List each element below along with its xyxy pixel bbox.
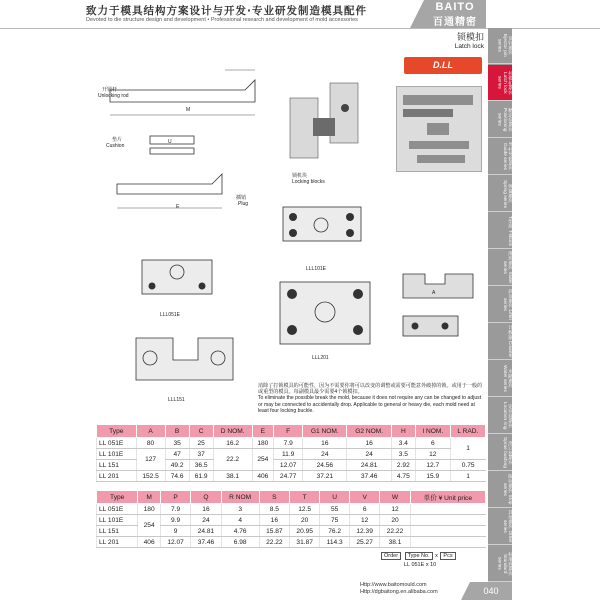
company-slogan-cn: 致力于模具结构方案设计与开发·专业研发制造模具配件	[86, 5, 367, 17]
table-header-cell: E	[252, 425, 274, 438]
table-cell: 75	[320, 515, 350, 526]
table-cell	[410, 504, 485, 515]
table-cell: 74.6	[165, 471, 189, 482]
table-cell: 12.39	[349, 526, 379, 537]
table-header-cell: H	[391, 425, 415, 438]
order-label: Order	[381, 552, 401, 560]
table-header-cell: B	[165, 425, 189, 438]
footer-links	[360, 582, 438, 596]
table-header-cell: I NOM.	[415, 425, 450, 438]
table-cell: 15.87	[259, 526, 289, 537]
table-cell: LL 201	[97, 471, 137, 482]
table-cell: 406	[138, 537, 161, 548]
page-header	[0, 0, 600, 29]
table-cell: 12	[349, 515, 379, 526]
table-header-cell: R NOM	[221, 491, 259, 504]
table-cell: 24.77	[274, 471, 303, 482]
sidebar-item[interactable]: 浇口套系列 Sprue bushing	[488, 435, 512, 471]
table-cell: 16.2	[213, 438, 252, 449]
order-x: x	[435, 553, 438, 559]
table-cell: 254	[252, 449, 274, 471]
table-cell: 6.98	[221, 537, 259, 548]
dim-label-m: M	[186, 107, 191, 113]
table-cell: 47	[165, 449, 189, 460]
table-cell: 12.07	[274, 460, 303, 471]
table-cell: 180	[138, 504, 161, 515]
dim-label-a: A	[432, 290, 436, 296]
notes-en: To eliminate the possible break the mold, because it does not require any can be changed to adjust or may be connected to accidentally drop. Applicable to general or heavy die, each mold need at least four locking buckle.	[258, 395, 482, 414]
cushion-drawing	[148, 128, 198, 158]
dim-label-e: E	[176, 204, 180, 210]
table-cell: 4.75	[391, 471, 415, 482]
sidebar-item[interactable]: 精定位系列 Positioning series	[488, 102, 512, 138]
table-cell: 61.9	[189, 471, 213, 482]
table-cell: LL 051E	[97, 504, 138, 515]
locking-blocks-label-en: Locking blocks	[292, 179, 325, 185]
table-cell: 8.5	[259, 504, 289, 515]
table-cell: LL 101E	[97, 515, 138, 526]
table-cell: 180	[252, 438, 274, 449]
table-cell: 1	[450, 438, 485, 460]
table-cell: 7.9	[274, 438, 303, 449]
sidebar-item[interactable]: 拉模扣系列 Latch lock series	[488, 65, 512, 101]
table-cell: LL 151	[97, 526, 138, 537]
title-en: Latch lock	[454, 43, 484, 50]
plug-drawing	[112, 164, 242, 219]
table-cell: 35	[165, 438, 189, 449]
table-header-cell: L RAD.	[450, 425, 485, 438]
table-cell: LL 051E	[97, 438, 137, 449]
table-header-cell: P	[160, 491, 190, 504]
sidebar-item[interactable]: 计数器 Counter	[488, 324, 512, 360]
table-row	[97, 471, 486, 482]
table-cell: 12.5	[290, 504, 320, 515]
table-header-cell: M	[138, 491, 161, 504]
lll051e-drawing	[132, 250, 222, 315]
table-cell: 15.9	[415, 471, 450, 482]
table-header-cell: W	[380, 491, 410, 504]
table-cell: LL 201	[97, 537, 138, 548]
category-sidebar	[488, 28, 512, 594]
table-cell: 4.76	[221, 526, 259, 537]
table-row	[97, 438, 486, 449]
product-notes	[258, 383, 486, 414]
table-cell: LL 101E	[97, 449, 137, 460]
table-cell: 24	[303, 449, 347, 460]
table-cell: 16	[259, 515, 289, 526]
table-cell: 6	[349, 504, 379, 515]
unlocking-rod-label-en: Unlocking rod	[98, 93, 129, 99]
table-cell: 20.95	[290, 526, 320, 537]
table-cell: 11.9	[274, 449, 303, 460]
sidebar-item[interactable]: 顶针系列 Ejector pin series	[488, 28, 512, 64]
table-cell: 16	[347, 438, 391, 449]
cushion-label-en: Cushion	[106, 143, 125, 149]
table-cell: 20	[290, 515, 320, 526]
lll051e-label: LLL051E	[160, 312, 181, 318]
table-cell: 55	[320, 504, 350, 515]
sidebar-item[interactable]: T型块 T-Block	[488, 213, 512, 249]
sidebar-item[interactable]: 斜顶系列 Lifter series	[488, 287, 512, 323]
cushion-3d-drawing	[395, 306, 485, 346]
company-slogan-en: Devoted to die structure design and development • Professional research and development of mold accessories	[86, 17, 358, 23]
table-header-cell: T	[290, 491, 320, 504]
sidebar-item[interactable]: 弹簧系列 Spring series	[488, 176, 512, 212]
table-cell: 9.9	[160, 515, 190, 526]
table-cell: 152.5	[136, 471, 165, 482]
table-cell	[410, 515, 485, 526]
locking-blocks-drawing	[285, 78, 365, 173]
order-pcs: Pcs	[440, 552, 455, 560]
table-cell: 37.46	[191, 537, 221, 548]
cushion-label-cn: 垫片	[112, 137, 123, 143]
spec-table-2	[96, 490, 486, 548]
lll101e-drawing	[268, 195, 373, 270]
lll101e-label: LLL101E	[306, 266, 327, 272]
table-cell: 2.92	[391, 460, 415, 471]
brand-logo	[424, 0, 486, 28]
order-type-no: Type No.	[405, 552, 433, 560]
order-example	[380, 552, 457, 568]
lll201-drawing	[268, 272, 383, 357]
series-badge: D.LL	[404, 57, 482, 74]
table-cell: 24.81	[347, 460, 391, 471]
notes-cn: 消除了打锁模具的可能性，因为不需要你将可以改变的调整或需要可能意外破掉的锁。或用于一般的或重型的模具。每副模具最少需要4个锁模扣。	[258, 383, 483, 396]
product-photo	[396, 86, 482, 172]
table-header-cell: U	[320, 491, 350, 504]
table-cell: 24.81	[191, 526, 221, 537]
sidebar-item[interactable]: 滑块系列 Slider series	[488, 250, 512, 286]
table-row	[97, 504, 486, 515]
table-header-cell: G1 NOM.	[303, 425, 347, 438]
logo-text-cn: 百通精密	[433, 17, 477, 28]
spec-table-1	[96, 424, 486, 482]
table-cell: 49.2	[165, 460, 189, 471]
table-cell	[410, 526, 485, 537]
unlocking-rod-drawing	[105, 60, 265, 130]
table-cell	[410, 537, 485, 548]
table-cell: 406	[252, 471, 274, 482]
table-header-cell: F	[274, 425, 303, 438]
product-title	[438, 30, 484, 50]
table-cell: 36.5	[189, 460, 213, 471]
table-cell: 37.46	[347, 471, 391, 482]
table-header-cell: G2 NOM.	[347, 425, 391, 438]
table-cell: LL 151	[97, 460, 137, 471]
table-cell: 0.75	[450, 460, 485, 471]
table-cell: 1	[450, 471, 485, 482]
table-row	[97, 515, 486, 526]
logo-text-en: BAITO	[435, 1, 475, 13]
table-cell: 3	[221, 504, 259, 515]
table-cell: 31.87	[290, 537, 320, 548]
table-cell: 24	[191, 515, 221, 526]
title-cn: 锁模扣	[456, 33, 484, 43]
table-cell: 16	[303, 438, 347, 449]
table-cell: 38.1	[380, 537, 410, 548]
table-cell: 114.3	[320, 537, 350, 548]
table-cell: 7.9	[160, 504, 190, 515]
table-header-cell: C	[189, 425, 213, 438]
lll201-label: LLL201	[312, 355, 329, 361]
sidebar-item[interactable]: 其他系列 Other series	[488, 509, 512, 545]
table-cell: 3.5	[391, 449, 415, 460]
table-cell: 12	[380, 504, 410, 515]
table-header-cell: Q	[191, 491, 221, 504]
unlocking-rod-label-cn: 开锁杆	[102, 87, 118, 93]
table-cell: 80	[136, 438, 165, 449]
order-example-value: LL 051E x 10	[404, 562, 437, 568]
table-cell: 24.56	[303, 460, 347, 471]
locking-blocks-label-cn: 锁机块	[292, 173, 308, 179]
sidebar-item[interactable]: 定位环系列 Location ring	[488, 398, 512, 434]
plug-label-cn: 插销	[236, 195, 247, 201]
table-cell: 37	[189, 449, 213, 460]
table-cell: 22.2	[213, 449, 252, 471]
plug-block-3d-drawing	[395, 262, 485, 307]
table-header-cell: Type	[97, 491, 138, 504]
lll151-label: LLL151	[168, 397, 185, 403]
table-cell: 38.1	[213, 471, 252, 482]
table-cell: 37.21	[303, 471, 347, 482]
table-cell: 254	[138, 515, 161, 537]
table-cell: 12.07	[160, 537, 190, 548]
table-cell: 6	[415, 438, 450, 449]
lll151-drawing	[128, 330, 243, 400]
table-row	[97, 449, 486, 460]
table-row	[97, 537, 486, 548]
footer-url-2[interactable]: Http://dgbaitong.en.alibaba.com	[360, 589, 438, 595]
footer-url-1[interactable]: Http://www.baitomould.com	[360, 582, 427, 588]
sidebar-item[interactable]: 导柱导套系列 Guide series	[488, 139, 512, 175]
table-cell: 12.7	[415, 460, 450, 471]
page-number: 040	[470, 582, 512, 600]
plug-label-en: Plug	[238, 201, 249, 207]
table-cell: 127	[136, 449, 165, 471]
table-header-cell: S	[259, 491, 289, 504]
sidebar-item[interactable]: 水路系列 Water series	[488, 361, 512, 397]
table-cell: 9	[160, 526, 190, 537]
table-header-cell: V	[349, 491, 379, 504]
table-cell: 25	[189, 438, 213, 449]
table-cell: 20	[380, 515, 410, 526]
table-cell: 12	[415, 449, 450, 460]
table-cell: 24	[347, 449, 391, 460]
table-cell: 22.22	[259, 537, 289, 548]
sidebar-item[interactable]: 标准件系列 Standard series	[488, 546, 512, 582]
table-cell: 22.22	[380, 526, 410, 537]
table-cell: 3.4	[391, 438, 415, 449]
table-cell: 76.2	[320, 526, 350, 537]
dim-label-u: U	[168, 139, 172, 145]
table-header-cell: 单价 ¥ Unit price	[410, 491, 485, 504]
sidebar-item[interactable]: 限位系列 Stop series	[488, 472, 512, 508]
table-cell: 4	[221, 515, 259, 526]
table-header-cell: A	[136, 425, 165, 438]
table-header-cell: D NOM.	[213, 425, 252, 438]
table-header-cell: Type	[97, 425, 137, 438]
table-cell: 25.27	[349, 537, 379, 548]
table-cell: 16	[191, 504, 221, 515]
